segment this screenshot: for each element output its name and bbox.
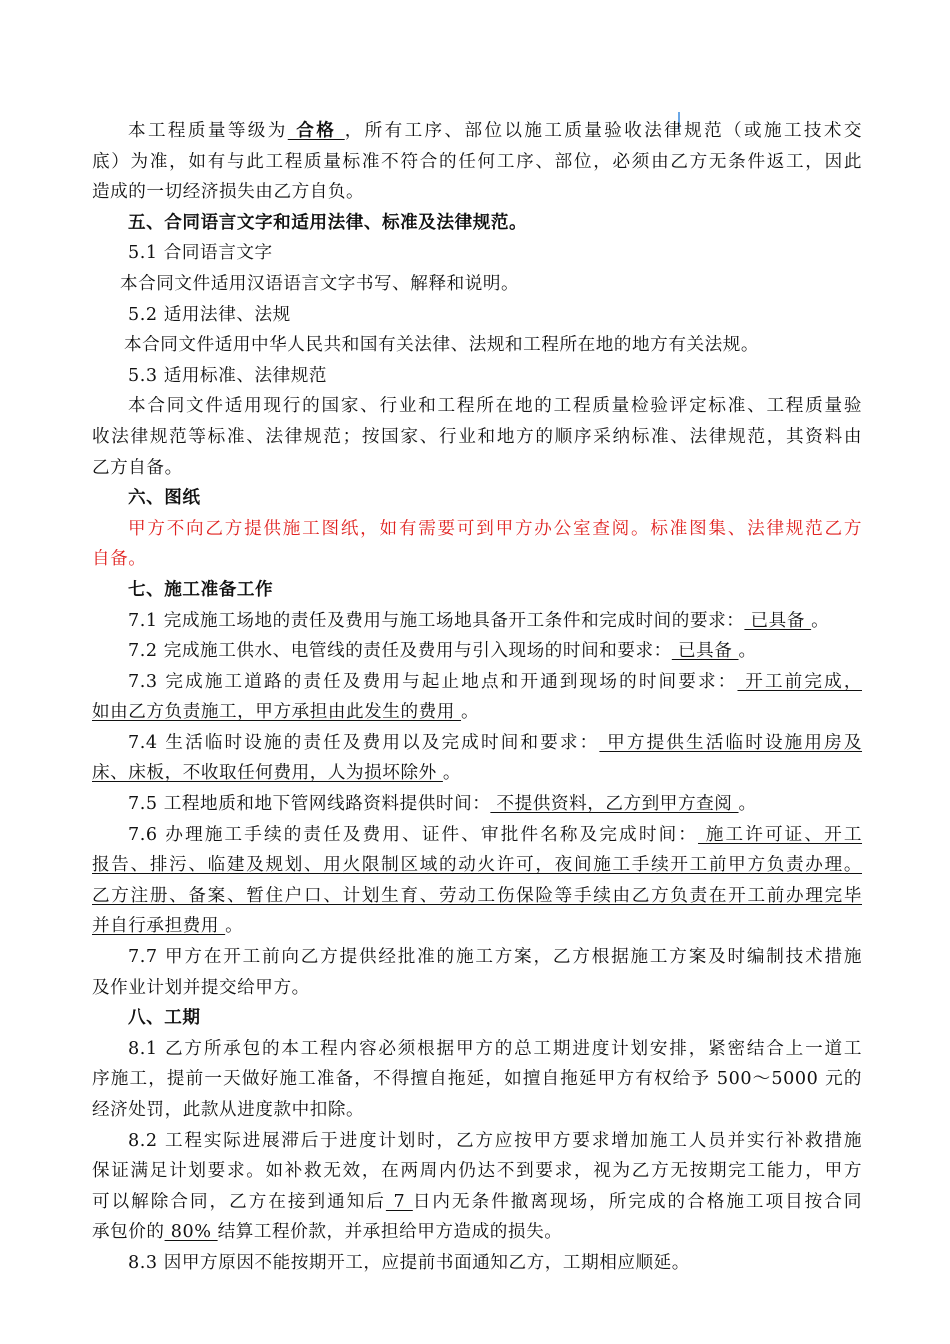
item-7-4-value: 甲方提供生活临时设施用房及 bbox=[599, 732, 863, 753]
item-7-6-line-4 bbox=[92, 911, 862, 942]
item-7-6-value: 施工许可证、开工 bbox=[698, 824, 863, 845]
item-8-1-line-3: 经济处罚，此款从进度款中扣除。 bbox=[92, 1100, 365, 1120]
item-7-3-line-2 bbox=[92, 697, 862, 728]
text: 。 bbox=[738, 641, 757, 662]
text: 。 bbox=[738, 794, 757, 815]
text: 日内无条件撤离现场，所完成的合格施工项目按合同 bbox=[412, 1191, 862, 1212]
text: 承包价的 bbox=[92, 1222, 165, 1243]
section-7-heading: 七、施工准备工作 bbox=[128, 578, 274, 600]
item-7-7-line-2: 及作业计划并提交给甲方。 bbox=[92, 977, 310, 998]
percent-value: 80% bbox=[164, 1222, 218, 1243]
item-8-1-line-1: 8.1 乙方所承包的本工程内容必须根据甲方的总工期进度计划安排，紧密结合上一道工 bbox=[128, 1038, 862, 1059]
text: 本工程质量等级为 bbox=[128, 121, 288, 141]
section-5-3-line-1: 本合同文件适用现行的国家、行业和工程所在地的工程质量检验评定标准、工程质量验 bbox=[128, 396, 862, 417]
item-7-7-line-1: 7.7 甲方在开工前向乙方提供经批准的施工方案，乙方根据施工方案及时编制技术措施 bbox=[128, 947, 862, 968]
text: 。 bbox=[461, 702, 480, 723]
item-8-2-line-4 bbox=[92, 1217, 862, 1248]
item-8-2-line-3 bbox=[92, 1187, 862, 1218]
item-7-6-value: 并自行承担费用 bbox=[92, 916, 226, 937]
quality-line-1 bbox=[92, 116, 862, 147]
item-8-1-line-2: 序施工，提前一天做好施工准备，不得擅自拖延，如擅自拖延甲方有权给予 500～5000 元的 bbox=[92, 1069, 862, 1090]
quality-grade-value: 合格 bbox=[287, 120, 345, 141]
text: 7.5 工程地质和地下管网线路资料提供时间： bbox=[128, 794, 491, 815]
section-5-1-title: 5.1 合同语言文字 bbox=[128, 243, 273, 264]
section-5-2-body: 本合同文件适用中华人民共和国有关法律、法规和工程所在地的地方有关法规。 bbox=[124, 335, 760, 356]
text: 7.1 完成施工场地的责任及费用与施工场地具备开工条件和完成时间的要求： bbox=[128, 610, 745, 631]
item-8-3: 8.3 因甲方原因不能按期开工，应提前书面通知乙方，工期相应顺延。 bbox=[128, 1252, 690, 1273]
section-6-heading: 六、图纸 bbox=[128, 487, 201, 509]
text: 。 bbox=[225, 916, 244, 937]
item-7-2-value: 已具备 bbox=[671, 641, 739, 662]
item-7-5-value: 不提供资料，乙方到甲方查阅 bbox=[490, 794, 739, 815]
text: 7.6 办理施工手续的责任及费用、证件、审批件名称及完成时间： bbox=[128, 824, 699, 845]
quality-line-3: 造成的一切经济损失由乙方自负。 bbox=[92, 182, 365, 203]
item-7-5 bbox=[92, 789, 862, 820]
text: 7.4 生活临时设施的责任及费用以及完成时间和要求： bbox=[128, 732, 600, 753]
item-7-3-line-1 bbox=[92, 667, 862, 698]
text: 。 bbox=[811, 610, 830, 631]
section-6-line-2: 自备。 bbox=[92, 549, 147, 570]
text: 7.2 完成施工供水、电管线的责任及费用与引入现场的时间和要求： bbox=[128, 641, 672, 662]
section-5-1-body: 本合同文件适用汉语语言文字书写、解释和说明。 bbox=[120, 273, 520, 294]
item-7-6-value: 乙方注册、备案、暂住户口、计划生育、劳动工伤保险等手续由乙方负责在开工前办理完毕 bbox=[92, 885, 862, 906]
section-5-3-line-2: 收法律规范等标准、法律规范；按国家、行业和地方的顺序采纳标准、法律规范，其资料由 bbox=[92, 426, 862, 447]
item-7-1-value: 已具备 bbox=[744, 610, 812, 631]
text: 可以解除合同，乙方在接到通知后 bbox=[92, 1191, 386, 1212]
item-7-4-value: 床、床板，不收取任何费用，人为损坏除外 bbox=[92, 763, 443, 784]
document-body bbox=[92, 116, 862, 1279]
item-8-2-line-1: 8.2 工程实际进展滞后于进度计划时，乙方应按甲方要求增加施工人员并实行补救措施 bbox=[128, 1130, 862, 1151]
text: 。 bbox=[442, 763, 462, 784]
item-7-3-value: 如由乙方负责施工，甲方承担由此发生的费用 bbox=[92, 702, 462, 723]
section-5-heading: 五、合同语言文字和适用法律、标准及法律规范。 bbox=[128, 211, 528, 233]
days-value: 7 bbox=[385, 1191, 413, 1212]
item-7-6-line-1 bbox=[92, 820, 862, 851]
item-7-3-value: 开工前完成， bbox=[737, 671, 862, 692]
section-8-heading: 八、工期 bbox=[128, 1007, 201, 1029]
text: 7.3 完成施工道路的责任及费用与起止地点和开通到现场的时间要求： bbox=[128, 671, 738, 692]
quality-line-2: 底）为准，如有与此工程质量标准不符合的任何工序、部位，必须由乙方无条件返工，因此 bbox=[92, 151, 862, 172]
item-7-4-line-2 bbox=[92, 758, 862, 789]
text: 结算工程价款，并承担给甲方造成的损失。 bbox=[217, 1222, 563, 1243]
section-5-3-line-3: 乙方自备。 bbox=[92, 457, 183, 478]
item-7-4-line-1 bbox=[92, 728, 862, 759]
item-7-6-value: 报告、排污、临建及规划、用火限制区域的动火许可，夜间施工手续开工前甲方负责办理。 bbox=[92, 855, 862, 876]
item-7-6-line-2 bbox=[92, 850, 862, 881]
section-5-3-title: 5.3 适用标准、法律规范 bbox=[128, 365, 328, 386]
item-7-2 bbox=[92, 636, 862, 667]
text: ，所有工序、部位以施工质量验收法律规范（或施工技术交 bbox=[344, 121, 863, 141]
section-5-2-title: 5.2 适用法律、法规 bbox=[128, 304, 291, 325]
section-6-line-1: 甲方不向乙方提供施工图纸，如有需要可到甲方办公室查阅。标准图集、法律规范乙方 bbox=[128, 518, 862, 539]
item-7-1 bbox=[92, 606, 862, 637]
item-8-2-line-2: 保证满足计划要求。如补救无效，在两周内仍达不到要求，视为乙方无按期完工能力，甲方 bbox=[92, 1161, 862, 1182]
item-7-6-line-3 bbox=[92, 881, 862, 912]
